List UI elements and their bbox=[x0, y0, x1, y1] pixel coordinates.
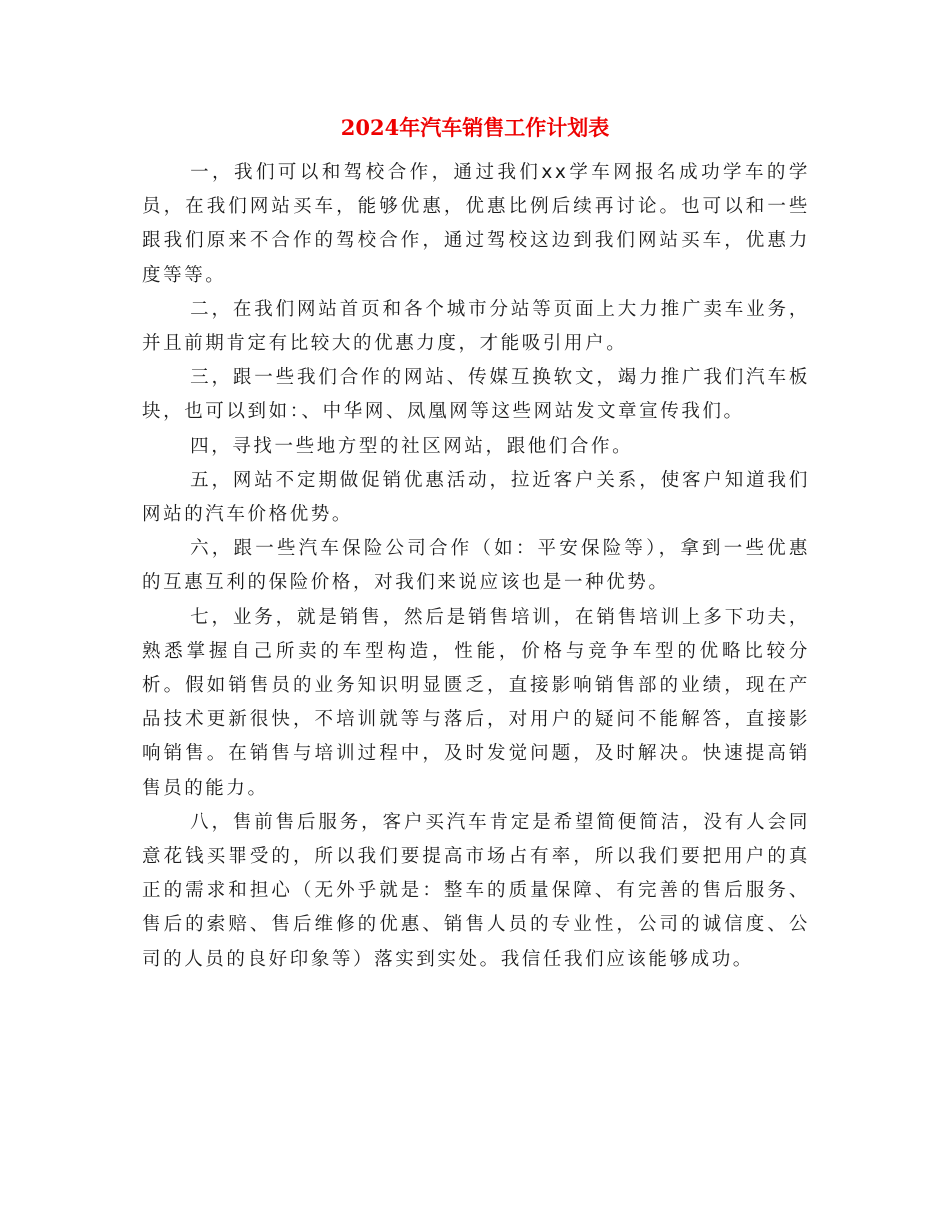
paragraph-4: 四，寻找一些地方型的社区网站，跟他们合作。 bbox=[190, 435, 634, 457]
paragraph-2: 二，在我们网站首页和各个城市分站等页面上大力推广卖车业务，并且前期肯定有比较大的优惠力度，才能吸引用户。 bbox=[142, 298, 810, 355]
paragraph-6: 六，跟一些汽车保险公司合作（如：平安保险等），拿到一些优惠的互惠互利的保险价格，对我们来说应该也是一种优势。 bbox=[142, 538, 810, 594]
paragraph-7: 七，业务，就是销售，然后是销售培训，在销售培训上多下功夫，熟悉掌握自己所卖的车型构造，性能，价格与竞争车型的优略比较分析。假如销售员的业务知识明显匮乏，直接影响销售部的业绩，现在产品技术更新很快，不培训就等与落后，对用户的疑问不能解答，直接影响销售。在销售与培训过程中，及时发觉问题，及时解决。快速提高销售员的能力。 bbox=[142, 606, 810, 799]
paragraph-3: 三，跟一些我们合作的网站、传媒互换软文，竭力推广我们汽车板块，也可以到如：、中华网、凤凰网等这些网站发文章宣传我们。 bbox=[142, 367, 810, 423]
paragraph-1: 一，我们可以和驾校合作，通过我们xx学车网报名成功学车的学员，在我们网站买车，能够优惠，优惠比例后续再讨论。也可以和一些跟我们原来不合作的驾校合作，通过驾校这边到我们网站买车，优惠力度等等。 bbox=[142, 162, 810, 286]
document-body bbox=[142, 156, 810, 977]
document-title: 2024年汽车销售工作计划表 bbox=[340, 115, 610, 140]
paragraph-8: 八，售前售后服务，客户买汽车肯定是希望简便简洁，没有人会同意花钱买罪受的，所以我们要提高市场占有率，所以我们要把用户的真正的需求和担心（无外乎就是：整车的质量保障、有完善的售后服务、售后的索赔、售后维修的优惠、销售人员的专业性，公司的诚信度、公司的人员的良好印象等）落实到实处。我信任我们应该能够成功。 bbox=[142, 811, 810, 970]
paragraph-5: 五，网站不定期做促销优惠活动，拉近客户关系，使客户知道我们网站的汽车价格优势。 bbox=[142, 469, 810, 526]
